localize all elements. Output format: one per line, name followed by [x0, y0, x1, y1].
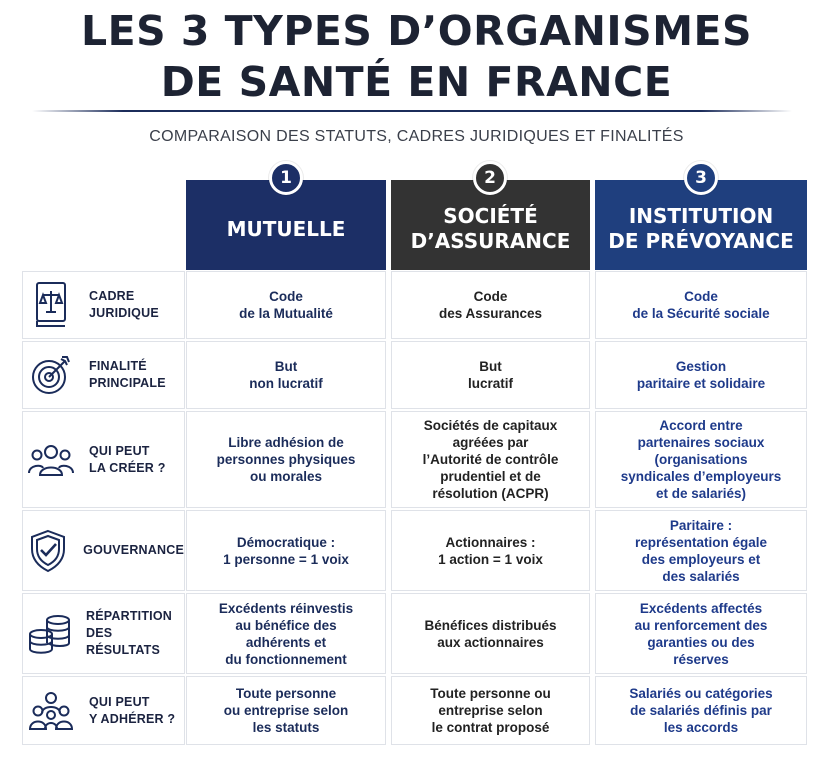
cell-mutuelle-cadre: Code de la Mutualité: [186, 271, 386, 339]
row-label-text: RÉPARTITION DES RÉSULTATS: [86, 609, 172, 657]
cell-mutuelle-finalite: But non lucratif: [186, 341, 386, 409]
column-number-badge: 2: [473, 161, 507, 195]
shield-check-icon: [25, 529, 71, 573]
row-label-gouvernance: [22, 510, 185, 591]
cell-prevoyance-creation: Accord entre partenaires sociaux (organisations syndicales d’employeurs et de salariés): [595, 411, 807, 508]
row-label-text: CADRE JURIDIQUE: [89, 289, 159, 320]
cell-assurance-gouvernance: Actionnaires : 1 action = 1 voix: [391, 510, 590, 591]
row-label-text: FINALITÉ PRINCIPALE: [89, 359, 166, 390]
cell-assurance-cadre: Code des Assurances: [391, 271, 590, 339]
members-icon: [25, 691, 77, 731]
row-label-repartition: [22, 593, 185, 674]
column-header-institution-prevoyance: INSTITUTION DE PRÉVOYANCE: [595, 180, 807, 270]
row-label-cadre-juridique: [22, 271, 185, 339]
cell-assurance-repartition: Bénéfices distribués aux actionnaires: [391, 593, 590, 674]
cell-prevoyance-adhesion: Salariés ou catégories de salariés définis par les accords: [595, 676, 807, 745]
cell-prevoyance-gouvernance: Paritaire : représentation égale des employeurs et des salariés: [595, 510, 807, 591]
row-label-finalite: [22, 341, 185, 409]
column-number-badge: 3: [684, 161, 718, 195]
target-icon: [25, 353, 77, 397]
column-number-badge: 1: [269, 161, 303, 195]
column-header-societe-assurance: SOCIÉTÉ D’ASSURANCE: [391, 180, 590, 270]
law-book-icon: [25, 280, 77, 330]
subtitle: COMPARAISON DES STATUTS, CADRES JURIDIQUES ET FINALITÉS: [149, 128, 684, 145]
cell-mutuelle-creation: Libre adhésion de personnes physiques ou morales: [186, 411, 386, 508]
page-title: [0, 6, 833, 108]
cell-assurance-adhesion: Toute personne ou entreprise selon le contrat proposé: [391, 676, 590, 745]
row-label-qui-peut-creer: [22, 411, 185, 508]
cell-prevoyance-cadre: Code de la Sécurité sociale: [595, 271, 807, 339]
title-line-2: DE SANTÉ EN FRANCE: [160, 58, 673, 106]
title-line-1: LES 3 TYPES D’ORGANISMES: [80, 7, 753, 55]
cell-mutuelle-repartition: Excédents réinvestis au bénéfice des adhérents et du fonctionnement: [186, 593, 386, 674]
people-group-icon: [25, 443, 77, 477]
column-header-mutuelle: MUTUELLE: [186, 180, 386, 270]
title-divider: [32, 110, 792, 112]
cell-prevoyance-repartition: Excédents affectés au renforcement des garanties ou des réserves: [595, 593, 807, 674]
row-label-text: GOUVERNANCE: [83, 543, 184, 557]
cell-mutuelle-gouvernance: Démocratique : 1 personne = 1 voix: [186, 510, 386, 591]
cell-prevoyance-finalite: Gestion paritaire et solidaire: [595, 341, 807, 409]
cell-mutuelle-adhesion: Toute personne ou entreprise selon les statuts: [186, 676, 386, 745]
row-label-text: QUI PEUT Y ADHÉRER ?: [89, 694, 176, 726]
cell-assurance-creation: Sociétés de capitaux agréées par l’Autorité de contrôle prudentiel et de résolution (ACPR): [391, 411, 590, 508]
cell-assurance-finalite: But lucratif: [391, 341, 590, 409]
coins-icon: [25, 613, 74, 655]
row-label-adhesion: [22, 676, 185, 745]
row-label-text: QUI PEUT LA CRÉER ?: [89, 443, 166, 475]
